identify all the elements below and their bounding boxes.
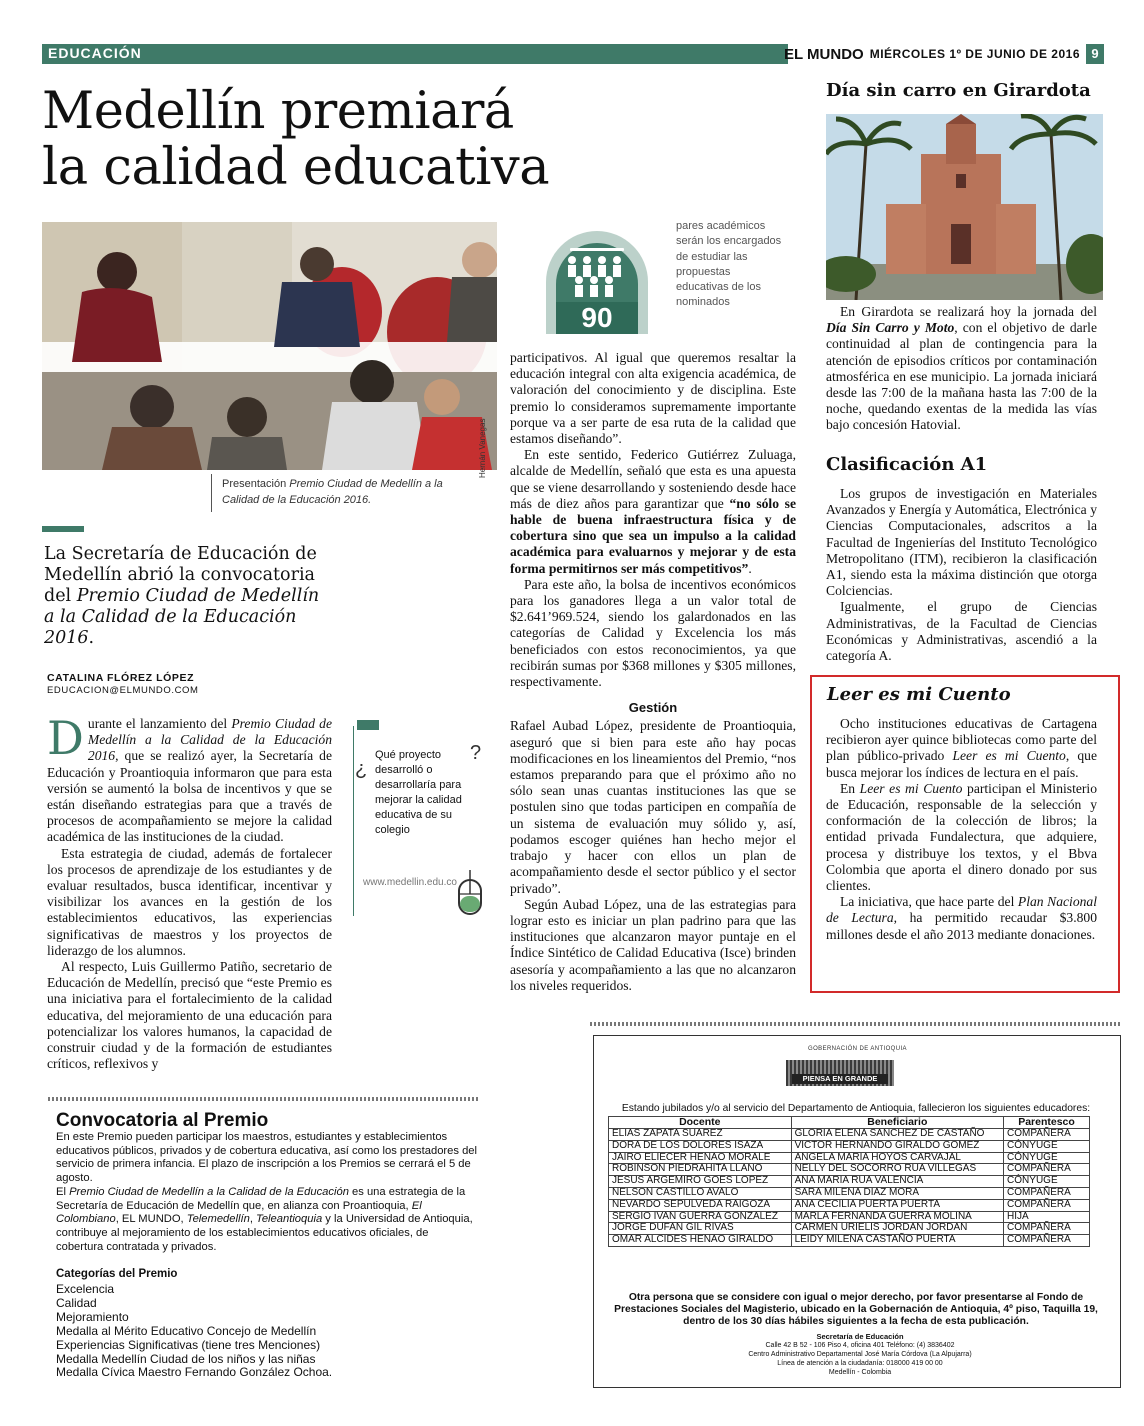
leer-p3-italic: Plan Nacional de Lectura: [826, 894, 1097, 926]
table-cell: ANGELA MARIA HOYOS CARVAJAL: [791, 1152, 1003, 1164]
table-cell: HIJA: [1004, 1211, 1090, 1223]
col2-p2c: .: [748, 560, 752, 576]
clasificacion-heading: Clasificación A1: [826, 454, 988, 475]
caption-rule: [211, 474, 212, 512]
table-cell: NEVARDO SEPULVEDA RAIGOZA: [609, 1199, 792, 1211]
convocatoria-heading: Convocatoria al Premio: [56, 1110, 269, 1131]
col2-p2a: En este sentido, Federico Gutiérrez Zuluaga, alcalde de Medellín, señaló que esta es una apuesta que se viene desarrollando y sosteniendo desde hace más de diez años para garantizar que: [510, 447, 796, 511]
byline: [47, 672, 199, 696]
church-photo-illustration: [826, 114, 1103, 300]
list-item: Medalla al Mérito Educativo Concejo de Medellín: [56, 1323, 317, 1338]
col2-paragraph-5: Según Aubad López, una de las estrategias para lograr esto es iniciar un plan padrino para que las instituciones que alcanzaron mayor puntaje en el Índice Sintético de Calidad Educativa (Isce) brinden asesoría y acompañamiento a las que no alcanzaron los niveles requeridos.: [510, 896, 796, 993]
convocatoria-paragraph-1: En este Premio pueden participar los maestros, estudiantes y establecimientos educativos públicos, privados y de cobertura educativa, así como los prestadores del servicio de primera infancia. El plazo de inscripción a los Premios se cerrará el 5 de agosto.: [56, 1131, 478, 1185]
conv-p2b: es una estrategia de la Secretaría de Educación de Medellín que, en alianza con Proantioquia,: [56, 1185, 466, 1212]
lead-italic: Premio Ciudad de Medellín a la Calidad de la Educación 2016: [44, 586, 320, 648]
ad-footer-text: Otra persona que se considere con igual o mejor derecho, por favor presentarse al Fondo de Prestaciones Sociales del Magisterio, ubicado en la Gobernación de Antioquia, 4º piso, Taquilla 19, dentro de los 30 días hábiles siguientes a la fecha de esta publicación.: [614, 1292, 1098, 1327]
girardota-t2: , con el objetivo de darle continuidad al plan de contingencia para la atención de episodios críticos por contaminación atmosférica en ese municipio. La jornada iniciará desde las 7:00 de la mañana hasta las 7:00 de la noche, quedando exentas de la medida las vías bajo concesión Hatovial.: [826, 320, 1097, 433]
masthead: [784, 44, 1104, 64]
reader-question-rule: [353, 726, 354, 916]
table-cell: OMAR ALCIDES HENAO GIRALDO: [609, 1235, 792, 1247]
conv-p2-italic-3: Telemedellín: [186, 1213, 250, 1226]
article-column-1: [47, 711, 333, 1072]
leer-p2b: participan el Ministerio de Educación, responsable de la selección y conformación de la colección de libros; la entidad privada Fundalectura, que adquiere, procesa y distribuye los textos, y el Bbva Colombia que aporta el dinero donado por sus clientes.: [826, 780, 1097, 894]
list-item: Medalla Cívica Maestro Fernando González Ochoa.: [56, 1365, 333, 1380]
educators-table: [608, 1116, 1090, 1247]
question-mark-close-icon: ?: [470, 742, 482, 764]
section-label: EDUCACIÓN: [48, 45, 142, 61]
infographic-text: pares académicos serán los encargados de estudiar las propuestas educativas de los nominados: [676, 220, 782, 309]
reader-question-box: [353, 720, 489, 920]
infographic-number: 90: [581, 302, 613, 333]
girardota-heading: Día sin carro en Girardota: [826, 80, 1091, 101]
table-cell: JAIRO ELIECER HENAO MORALE: [609, 1152, 792, 1164]
ad-contact-line: Centro Administrativo Departamental José María Córdova (La Alpujarra): [748, 1351, 972, 1358]
table-cell: CÓNYUGE: [1004, 1176, 1090, 1188]
col2-p2-quote: “no sólo se hable de buena infraestructura física y de cobertura sino que sea un impulso a la calidad académica para evaluarnos y mejorar y de esta forma permitirnos ser más competitivos”: [510, 495, 797, 576]
clasificacion-paragraph-2: Igualmente, el grupo de Ciencias Administrativas, de la Facultad de Ciencias Económicas y Administrativas, ascendió a la categoría A.: [826, 599, 1097, 664]
infographic-badge: [542, 222, 652, 334]
table-cell: ROBINSON PIEDRAHITA LLANO: [609, 1164, 792, 1176]
table-cell: ANA CECILIA PUERTA PUERTA: [791, 1199, 1003, 1211]
question-mark-open-icon: ¿: [355, 758, 368, 780]
section-banner: [42, 44, 788, 64]
headline-line-2: la calidad educativa: [42, 138, 550, 197]
list-item: Medalla Medellín Ciudad de los niños y las niñas: [56, 1351, 316, 1366]
table-cell: ELIAS ZAPATA SUAREZ: [609, 1129, 792, 1141]
table-cell: VICTOR HERNANDO GIRALDO GOMEZ: [791, 1140, 1003, 1152]
conv-p2-italic-4: Teleantioquia: [256, 1213, 323, 1226]
table-row: [609, 1176, 1090, 1188]
headline-line-1: Medellín premiará: [42, 82, 514, 141]
lead-end: .: [88, 628, 95, 648]
col1-p1-italic: Premio Ciudad de Medellín a la Calidad de la Educación 2016: [87, 716, 333, 764]
headline: [42, 84, 642, 196]
leer-p2-italic: Leer es mi Cuento: [859, 780, 963, 796]
conv-p2-italic-2: El Colombiano: [56, 1199, 422, 1226]
list-item: Experiencias Significativas (tiene tres Menciones): [56, 1337, 321, 1352]
col2-paragraph-4: Rafael Aubad López, presidente de Proantioquia, aseguró que si bien para este año hay pocas modificaciones en los lineamientos del Premio, “nos estamos preparando para que el próximo año no sólo sean unas cuantas instituciones las que se postulen sino que todas participen en compañía de un sistema de evaluación muy sólido y, así, podamos escoger quiénes han hecho mejor el trabajo y hacer con ellos un plan de acompañamiento desde el sector público y el sector privado”.: [510, 718, 796, 896]
column-header: Beneficiario: [791, 1117, 1003, 1129]
section-subhead: Gestión: [628, 700, 678, 716]
girardota-italic: Día Sin Carro y Moto: [826, 320, 955, 336]
table-cell: MARLA FERNANDA GUERRA MOLINA: [791, 1211, 1003, 1223]
ad-intro: Estando jubilados y/o al servicio del Departamento de Antioquia, fallecieron los siguientes educadores:: [621, 1103, 1091, 1114]
event-photo-illustration: [42, 222, 497, 470]
convocatoria-text: [56, 1131, 478, 1254]
table-row: [609, 1164, 1090, 1176]
list-item: Mejoramiento: [56, 1309, 129, 1324]
lead-text: La Secretaría de Educación de Medellín abrió la convocatoria del: [44, 544, 317, 606]
photo-caption-italic: Premio Ciudad de Medellín a la Calidad de la Educación 2016.: [222, 478, 443, 506]
ad-top-rule: [590, 1022, 1120, 1026]
lead-paragraph: [44, 544, 334, 649]
table-cell: CARMEN URIELIS JORDAN JORDAN: [791, 1223, 1003, 1235]
photo-credit: [478, 388, 492, 478]
conv-p2c: , EL MUNDO,: [115, 1213, 187, 1226]
table-header-row: [609, 1117, 1090, 1129]
table-row: [609, 1187, 1090, 1199]
table-cell: COMPAÑERA: [1004, 1199, 1090, 1211]
lead-accent-bar: [42, 526, 84, 532]
page-number: 9: [1086, 44, 1104, 64]
clasificacion-paragraph-1: Los grupos de investigación en Materiales Avanzados y Energía y Automática, Electrónica y Ciencias Computacionales, adscritos a la Facultad de Ingenierías del Instituto Tecnológico Metropolitano (ITM), recibieron la clasificación A1, siendo esta la máxima distinción que otorga Colciencias.: [826, 486, 1097, 599]
leer-p1a: Ocho instituciones educativas de Cartagena recibieron ayer quince bibliotecas como parte del plan público-privado: [826, 716, 1097, 764]
table-cell: SERGIO IVAN GUERRA GONZALEZ: [609, 1211, 792, 1223]
drop-cap: D: [47, 711, 84, 765]
ad-slogan: PIENSA EN GRANDE: [792, 1074, 888, 1084]
leer-p1b: , que busca mejorar los índices de lectura en el país.: [826, 748, 1097, 780]
table-cell: NELLY DEL SOCORRO RUA VILLEGAS: [791, 1164, 1003, 1176]
table-cell: DORA DE LOS DOLORES ISAZA: [609, 1140, 792, 1152]
table-cell: ANA MARIA RUA VALENCIA: [791, 1176, 1003, 1188]
ad-contact-line: Calle 42 B 52 - 106 Piso 4, oficina 401 Teléfono: (4) 3836402: [765, 1342, 955, 1349]
conv-p2d: ,: [249, 1213, 257, 1226]
girardota-text: [826, 304, 1097, 434]
col1-paragraph-3: Al respecto, Luis Guillermo Patiño, secretario de Educación de Medellín, precisó que “este Premio es una iniciativa para el fortalecimiento de la calidad educativa, del mejoramiento de una educación para potencializar los valores humanos, la capacidad de construir ciudad y de la formación de estudiantes críticos, reflexivos y: [47, 959, 332, 1072]
photo-caption: [222, 476, 472, 508]
table-cell: GLORIA ELENA SANCHEZ DE CASTAÑO: [791, 1129, 1003, 1141]
author-email: EDUCACION@ELMUNDO.COM: [47, 685, 199, 696]
conv-p2-italic: Premio Ciudad de Medellín a la Calidad de la Educación: [69, 1185, 349, 1198]
computer-mouse-icon: [457, 870, 483, 916]
reader-question-text: Qué proyecto desarrolló o desarrollaría para mejorar la calidad educativa de su colegio: [375, 749, 462, 836]
photo-credit-text: Hernán Vanegas: [478, 418, 487, 478]
author-name: CATALINA FLÓREZ LÓPEZ: [47, 672, 195, 684]
conv-p2a: El: [56, 1185, 70, 1198]
table-cell: COMPAÑERA: [1004, 1235, 1090, 1247]
issue-date: MIÉRCOLES 1º DE JUNIO DE 2016: [869, 47, 1080, 61]
col1-p1a: urante el lanzamiento del: [87, 716, 232, 731]
clasificacion-text: [826, 486, 1097, 664]
leer-p3a: La iniciativa, que hace parte del: [840, 894, 1018, 910]
leer-heading: Leer es mi Cuento: [827, 684, 1011, 705]
convocatoria-rule: [48, 1097, 478, 1101]
ad-government-label: GOBERNACIÓN DE ANTIOQUIA: [808, 1046, 907, 1052]
table-cell: CÓNYUGE: [1004, 1152, 1090, 1164]
col1-paragraph-2: Esta estrategia de ciudad, además de fortalecer los procesos de aprendizaje de los estudiantes y de evaluar resultados, busca identificar, incentivar y visibilizar los avances en la gestión de los establecimientos educativos, las experiencias significativas de maestros y los proyectos de liderazgo de los alumnos.: [47, 845, 332, 958]
table-cell: COMPAÑERA: [1004, 1129, 1090, 1141]
table-cell: NELSON CASTILLO AVALO: [609, 1187, 792, 1199]
list-item: Excelencia: [56, 1282, 115, 1296]
leer-p1-italic: Leer es mi Cuento: [952, 748, 1066, 764]
leer-text: [826, 716, 1097, 943]
table-row: [609, 1140, 1090, 1152]
ad-contact-title: Secretaría de Educación: [816, 1332, 904, 1341]
column-header: Docente: [609, 1117, 792, 1129]
newspaper-name: EL MUNDO: [783, 45, 864, 63]
photo-caption-plain: Presentación: [222, 478, 290, 490]
table-cell: CÓNYUGE: [1004, 1140, 1090, 1152]
categories-list: [56, 1283, 332, 1380]
ad-contact-block: [690, 1332, 1030, 1377]
table-cell: COMPAÑERA: [1004, 1187, 1090, 1199]
church-photo: [826, 114, 1103, 300]
table-row: [609, 1129, 1090, 1141]
list-item: Calidad: [56, 1295, 97, 1310]
table-row: [609, 1235, 1090, 1247]
col1-p1b: , que se realizó ayer, la Secretaría de Educación y Proantioquia informaron que para esta versión se aumentó la bolsa de incentivos y que se están diseñando estrategias para que a través de procesos de acompañamiento se mejore la calidad académica de las instituciones de la ciudad.: [47, 748, 332, 845]
table-row: [609, 1223, 1090, 1235]
table-cell: LEIDY MILENA CASTAÑO PUERTA: [791, 1235, 1003, 1247]
categories-heading: Categorías del Premio: [56, 1268, 178, 1280]
leer-p2a: En: [840, 780, 860, 796]
girardota-t1: En Girardota se realizará hoy la jornada del: [840, 304, 1097, 319]
ad-contact-line: Línea de atención a la ciudadanía: 018000 419 00 00: [777, 1360, 943, 1367]
col2-paragraph-3: Para este año, la bolsa de incentivos económicos para los ganadores llega a un valor total de $2.641’969.524, siendo los galardonados en las categorías de Calidad y Excelencia los más beneficiados con estos reconocimientos, ya que recibirán sumas por $368 millones y $305 millones, respectivamente.: [510, 576, 796, 690]
reader-question-tag: [357, 720, 379, 730]
convocatoria-paragraph-2: [56, 1186, 478, 1255]
ad-logo-strip: [786, 1060, 894, 1086]
reader-question-url[interactable]: www.medellin.edu.co: [363, 877, 457, 888]
leer-p3b: , ha permitido recaudar $3.800 millones desde el año 2013 mediante donaciones.: [826, 910, 1097, 942]
table-cell: COMPAÑERA: [1004, 1164, 1090, 1176]
conv-p2e: y la Universidad de Antioquia, contribuye al mejoramiento de los establecimientos educativos oficiales, de cobertura contratada y privados.: [56, 1213, 473, 1253]
col2-paragraph-1: participativos. Al igual que queremos resaltar la educación integral con alta exigencia académica, de valoración del conocimiento y de disciplina. Este premio lo consideramos supremamente importante porque va a ser parte de esa ruta de la calidad que estamos diseñando”.: [510, 350, 796, 447]
article-column-2: [510, 350, 796, 994]
table-cell: JORGE DUFAN GIL RIVAS: [609, 1223, 792, 1235]
event-photo: [42, 222, 497, 470]
table-row: [609, 1199, 1090, 1211]
table-cell: JESUS ARGEMIRO GOES LOPEZ: [609, 1176, 792, 1188]
table-cell: COMPAÑERA: [1004, 1223, 1090, 1235]
ad-contact-line: Medellín - Colombia: [828, 1369, 892, 1376]
table-cell: SARA MILENA DIAZ MORA: [791, 1187, 1003, 1199]
column-header: Parentesco: [1004, 1117, 1090, 1129]
